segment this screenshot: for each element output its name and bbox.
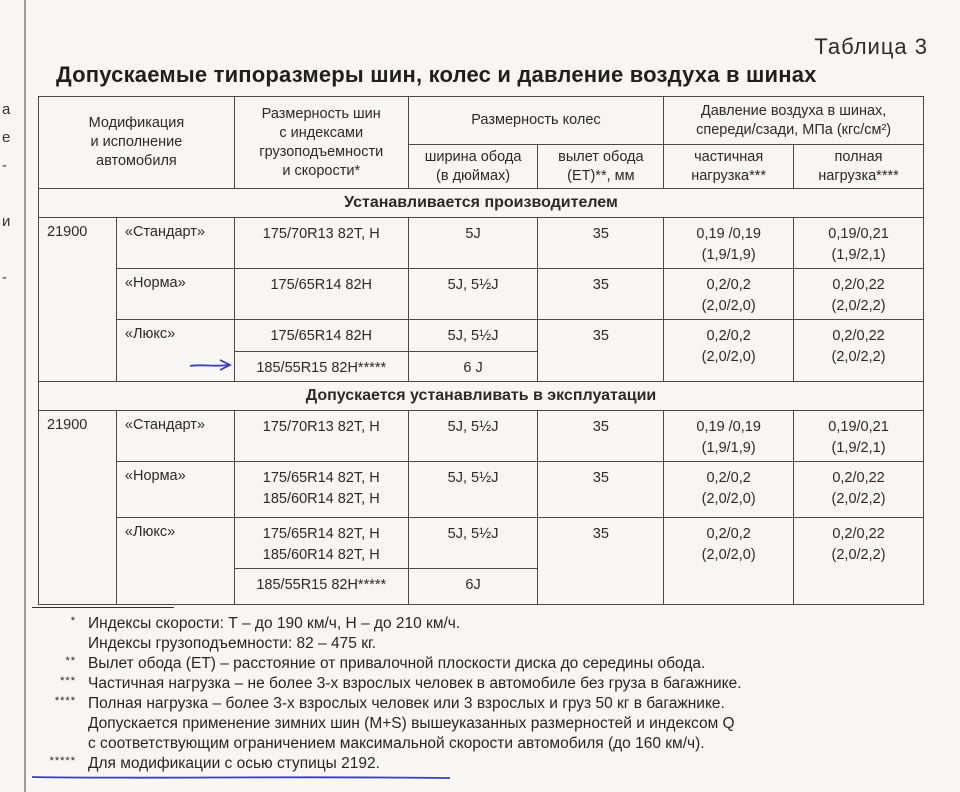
rim-width-cell: 5J, 5½J [408, 269, 538, 320]
full-load-cell [794, 462, 924, 518]
rim-width-cell: 5J, 5½J [408, 411, 538, 462]
footnote-mark: * [70, 615, 76, 627]
partial-load-cell [664, 462, 794, 518]
header-rim-width-text: ширина обода (в дюймах) [424, 148, 522, 184]
footnote [34, 714, 934, 734]
footnote-text: Вылет обода (ЕТ) – расстояние от привалочной плоскости диска до середины обода. [88, 655, 706, 672]
edge-char: - [2, 269, 7, 286]
rim-offset-cell: 35 [538, 462, 664, 518]
rim-offset-cell: 35 [538, 411, 664, 462]
edge-char: и [2, 213, 11, 230]
footnote-text: Полная нагрузка – более 3-х взрослых человек или 3 взрослых и груз 50 кг в багажнике. [88, 695, 725, 712]
tire-cell [234, 518, 408, 569]
footnote [34, 654, 934, 674]
header-tire-size-text: Размерность шин с индексами грузоподъемности и скорости* [259, 105, 384, 179]
footnote [34, 694, 934, 714]
page-margin-line [24, 0, 26, 792]
tire-cell: 185/55R15 82H***** [234, 569, 408, 605]
footnotes [34, 614, 934, 774]
trim-cell: «Стандарт» [116, 411, 234, 462]
document-title: Допускаемые типоразмеры шин, колес и давление воздуха в шинах [56, 62, 817, 87]
table-row [39, 411, 924, 462]
rim-offset-cell: 35 [538, 518, 664, 605]
footnote-mark: ** [65, 655, 76, 667]
tire-size: 185/60R14 82T, H [262, 547, 380, 563]
footnote [34, 754, 934, 774]
tire-spec-table [38, 96, 924, 605]
partial-load-value: 0,19 /0,19 (1,9/1,9) [696, 226, 761, 263]
table-row [39, 518, 924, 569]
header-modification [39, 97, 235, 189]
header-partial-load [664, 145, 794, 189]
full-load-value: 0,2/0,22 (2,0/2,2) [831, 470, 886, 507]
footnote-mark: **** [54, 695, 76, 707]
full-load-cell [794, 411, 924, 462]
tire-cell: 185/55R15 82H***** [234, 352, 408, 382]
tire-size: 175/65R14 82T, H [262, 470, 380, 486]
tire-cell: 175/70R13 82T, H [234, 218, 408, 269]
footnote-mark: *** [60, 675, 76, 687]
footnote-text: Частичная нагрузка – не более 3-х взрослых человек в автомобиле без груза в багажнике. [88, 675, 742, 692]
header-rim-offset [538, 145, 664, 189]
section-title: Устанавливается производителем [39, 189, 924, 218]
partial-load-value: 0,2/0,2 (2,0/2,0) [701, 328, 756, 365]
header-wheel-size: Размерность колес [408, 97, 664, 145]
rim-width-cell: 5J [408, 218, 538, 269]
partial-load-value: 0,2/0,2 (2,0/2,0) [701, 470, 756, 507]
rim-width-cell: 5J, 5½J [408, 320, 538, 352]
header-rim-width [408, 145, 538, 189]
partial-load-cell [664, 269, 794, 320]
trim-cell: «Норма» [116, 269, 234, 320]
rim-width-cell: 6 J [408, 352, 538, 382]
header-pressure [664, 97, 924, 145]
footnote-text: Индексы грузоподъемности: 82 – 475 кг. [88, 635, 377, 652]
partial-load-cell [664, 218, 794, 269]
rim-width-cell: 5J, 5½J [408, 518, 538, 569]
full-load-cell [794, 518, 924, 605]
edge-char [2, 236, 18, 264]
header-full-load [794, 145, 924, 189]
footnote [34, 734, 934, 754]
partial-load-value: 0,2/0,2 (2,0/2,0) [701, 277, 756, 314]
footnote [34, 614, 934, 634]
edge-char: а [2, 101, 11, 118]
tire-size: 185/60R14 82T, H [262, 491, 380, 507]
edge-char [2, 180, 18, 208]
footnote-text: с соответствующим ограничением максимальной скорости автомобиля (до 160 км/ч). [88, 735, 705, 752]
trim-cell: «Люкс» [116, 518, 234, 605]
handwritten-underline [32, 773, 452, 783]
footnote [34, 674, 934, 694]
tire-cell [234, 462, 408, 518]
table-number: Таблица 3 [814, 34, 928, 59]
footnote-text: Допускается применение зимних шин (M+S) вышеуказанных размерностей и индексом Q [88, 715, 735, 732]
rim-width-cell: 5J, 5½J [408, 462, 538, 518]
edge-char: е [2, 129, 11, 146]
trim-cell: «Стандарт» [116, 218, 234, 269]
full-load-cell [794, 320, 924, 382]
full-load-value: 0,2/0,22 (2,0/2,2) [831, 328, 886, 365]
rim-width-cell: 6J [408, 569, 538, 605]
header-partial-load-text: частичная нагрузка*** [691, 148, 767, 184]
tire-cell: 175/70R13 82T, H [234, 411, 408, 462]
header-modification-text: Модификация и исполнение автомобиля [88, 115, 185, 169]
full-load-value: 0,2/0,22 (2,0/2,2) [831, 526, 886, 563]
partial-load-value: 0,19 /0,19 (1,9/1,9) [696, 419, 761, 456]
header-tire-size [234, 97, 408, 189]
footnote-divider [32, 607, 174, 608]
model-cell: 21900 [39, 218, 117, 382]
full-load-cell [794, 269, 924, 320]
full-load-value: 0,2/0,22 (2,0/2,2) [831, 277, 886, 314]
rim-offset-cell: 35 [538, 269, 664, 320]
tire-size: 175/65R14 82T, H [262, 526, 380, 542]
partial-load-cell [664, 411, 794, 462]
table-row [39, 462, 924, 518]
section-title: Допускается устанавливать в эксплуатации [39, 382, 924, 411]
full-load-value: 0,19/0,21 (1,9/2,1) [828, 419, 889, 456]
header-full-load-text: полная нагрузка**** [818, 148, 899, 184]
table-row [39, 320, 924, 352]
edge-char: - [2, 157, 7, 174]
header-pressure-text: Давление воздуха в шинах, спереди/сзади, МПа (кгс/см²) [696, 102, 892, 138]
tire-cell: 175/65R14 82H [234, 269, 408, 320]
header-rim-offset-text: вылет обода (ET)**, мм [558, 148, 644, 184]
partial-load-cell [664, 320, 794, 382]
footnote-mark: ***** [49, 755, 76, 767]
rim-offset-cell: 35 [538, 320, 664, 382]
footnote-text: Для модификации с осью ступицы 2192. [88, 755, 380, 772]
footnote [34, 634, 934, 654]
tire-cell: 175/65R14 82H [234, 320, 408, 352]
previous-page-edge-text [2, 96, 18, 292]
table-row [39, 269, 924, 320]
handwritten-arrow-icon [188, 357, 234, 373]
full-load-value: 0,19/0,21 (1,9/2,1) [828, 226, 889, 263]
rim-offset-cell: 35 [538, 218, 664, 269]
trim-cell: «Люкс» [116, 320, 234, 382]
partial-load-value: 0,2/0,2 (2,0/2,0) [701, 526, 756, 563]
partial-load-cell [664, 518, 794, 605]
trim-cell: «Норма» [116, 462, 234, 518]
full-load-cell [794, 218, 924, 269]
footnote-text: Индексы скорости: Т – до 190 км/ч, Н – до 210 км/ч. [88, 615, 461, 632]
model-cell: 21900 [39, 411, 117, 605]
table-row [39, 218, 924, 269]
